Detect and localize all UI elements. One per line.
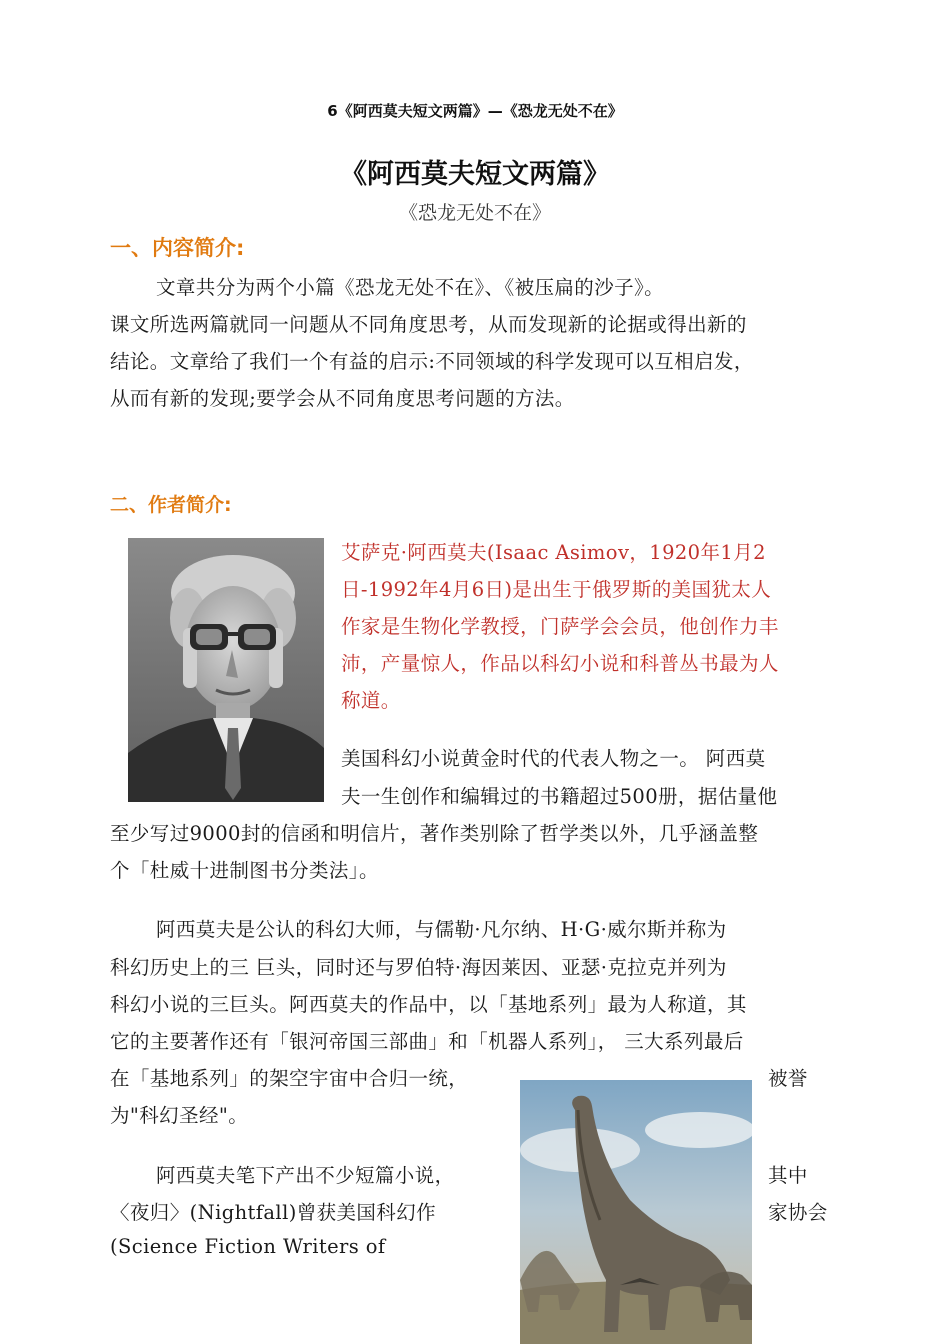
bio-line-5: 称道。 (341, 689, 401, 712)
para4-line-1: 阿西莫夫笔下产出不少短篇小说， (156, 1164, 455, 1187)
para3-line-4: 它的主要著作还有「银河帝国三部曲」和「机器人系列」， 三大系列最后 (110, 1030, 744, 1053)
bio-line-2: 日-1992年4月6日)是出生于俄罗斯的美国犹太人 (341, 578, 772, 601)
section1-line-3: 结论。文章给了我们一个有益的启示:不同领域的科学发现可以互相启发， (110, 350, 754, 373)
para2-line-1: 美国科幻小说黄金时代的代表人物之一。 阿西莫 (341, 747, 766, 770)
para3-line-5-tail: 被誉 (768, 1067, 808, 1090)
para4-line-2-tail: 家协会 (768, 1201, 828, 1224)
para4-line-3: (Science Fiction Writers of (110, 1235, 386, 1258)
page-subtitle: 《恐龙无处不在》 (398, 202, 551, 224)
section1-line-1: 文章共分为两个小篇《恐龙无处不在》、《被压扁的沙子》。 (156, 276, 665, 299)
para3-line-3: 科幻小说的三巨头。阿西莫夫的作品中，以「基地系列」最为人称道，其 (110, 993, 747, 1016)
section1-line-2: 课文所选两篇就同一问题从不同角度思考，从而发现新的论据或得出新的 (110, 313, 747, 336)
author-photo (128, 538, 324, 802)
para4-line-2: 〈夜归〉(Nightfall)曾获美国科幻作 (110, 1201, 437, 1224)
para3-line-5: 在「基地系列」的架空宇宙中合归一统， (110, 1067, 469, 1090)
page-title: 《阿西莫夫短文两篇》 (340, 159, 610, 190)
document-header: 6《阿西莫夫短文两篇》—《恐龙无处不在》 (327, 102, 623, 120)
para4-line-1-tail: 其中 (768, 1164, 808, 1187)
bio-line-1: 艾萨克·阿西莫夫(Isaac Asimov，1920年1月2 (341, 541, 766, 564)
para2-line-3: 至少写过9000封的信函和明信片，著作类别除了哲学类以外，几乎涵盖整 (110, 822, 759, 845)
para3-line-6: 为"科幻圣经"。 (110, 1104, 249, 1127)
bio-line-4: 沛，产量惊人，作品以科幻小说和科普丛书最为人 (341, 652, 779, 675)
para2-line-2: 夫一生创作和编辑过的书籍超过500册，据估量他 (341, 785, 778, 808)
section1-heading: 一、内容简介: (110, 236, 245, 260)
section1-line-4: 从而有新的发现;要学会从不同角度思考问题的方法。 (110, 387, 575, 410)
dinosaur-illustration (520, 1080, 752, 1344)
para3-line-1: 阿西莫夫是公认的科幻大师，与儒勒·凡尔纳、H·G·威尔斯并称为 (156, 918, 727, 941)
bio-line-3: 作家是生物化学教授，门萨学会会员，他创作力丰 (341, 615, 779, 638)
section2-heading: 二、作者简介: (110, 494, 232, 516)
para3-line-2: 科幻历史上的三 巨头，同时还与罗伯特·海因莱因、亚瑟·克拉克并列为 (110, 956, 727, 979)
para2-line-4: 个「杜威十进制图书分类法」。 (110, 859, 379, 882)
